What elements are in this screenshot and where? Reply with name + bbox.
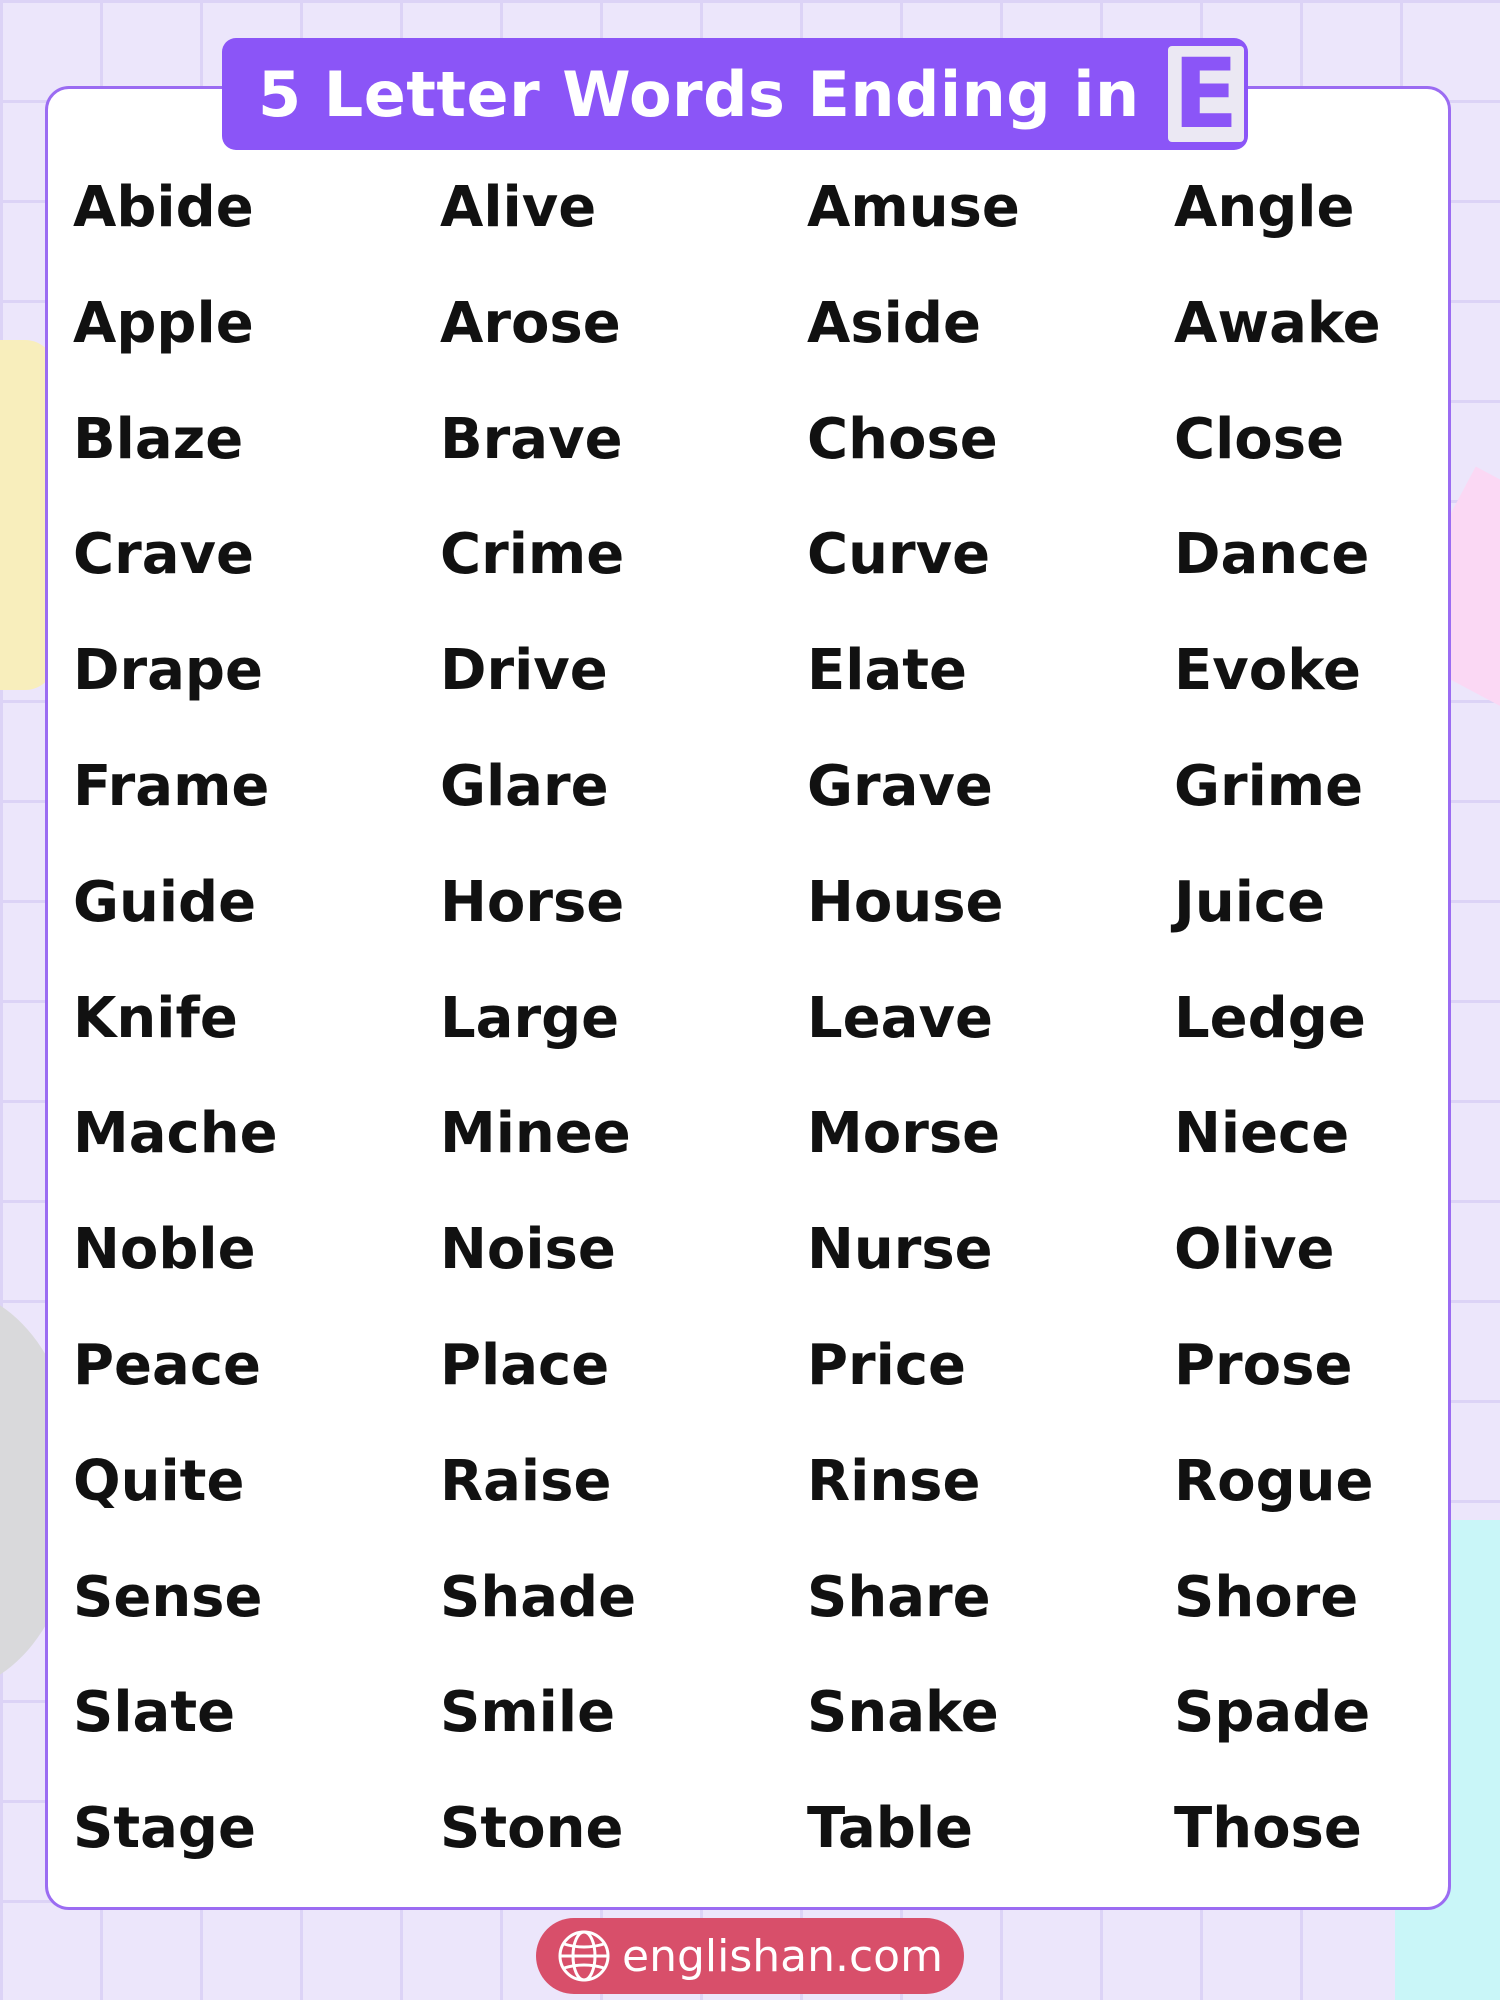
word-item: Large (440, 985, 620, 1051)
word-item: Crave (73, 522, 254, 588)
word-item: Stone (440, 1796, 624, 1862)
word-item: Morse (807, 1101, 1001, 1167)
word-item: Curve (807, 522, 991, 588)
word-item: Guide (73, 869, 257, 935)
word-item: Rogue (1174, 1448, 1374, 1514)
word-item: Glare (440, 753, 609, 819)
word-item: Olive (1174, 1217, 1335, 1283)
word-item: Prose (1174, 1332, 1353, 1398)
word-item: Rinse (807, 1448, 981, 1514)
title-banner (222, 38, 1248, 150)
word-item: Alive (440, 175, 597, 240)
word-item: Nurse (807, 1217, 993, 1283)
word-item: Dance (1174, 522, 1370, 588)
word-item: Shade (440, 1564, 637, 1630)
word-item: Angle (1174, 175, 1355, 240)
word-item: Horse (440, 869, 625, 935)
page-title: 5 Letter Words Ending in (258, 57, 1140, 131)
word-item: Arose (440, 290, 621, 356)
word-item: Amuse (807, 175, 1020, 240)
word-item: Knife (73, 985, 238, 1051)
word-item: Abide (73, 175, 254, 240)
word-item: Drape (73, 638, 263, 704)
word-item: Chose (807, 406, 998, 472)
globe-icon (556, 1928, 612, 1984)
word-item: Price (807, 1332, 967, 1398)
word-item: Elate (807, 638, 967, 704)
word-item: Apple (73, 290, 254, 356)
word-item: Raise (440, 1448, 612, 1514)
word-item: Aside (807, 290, 981, 356)
word-item: Grime (1174, 753, 1364, 819)
word-item: Crime (440, 522, 625, 588)
word-item: Quite (73, 1448, 245, 1514)
website-url: englishan.com (622, 1930, 943, 1982)
word-item: Peace (73, 1332, 261, 1398)
word-item: Share (807, 1564, 991, 1630)
word-item: Shore (1174, 1564, 1359, 1630)
word-item: Juice (1174, 869, 1326, 935)
word-item: Place (440, 1332, 610, 1398)
word-item: Grave (807, 753, 993, 819)
title-letter-badge: E (1168, 46, 1244, 142)
word-item: Stage (73, 1796, 256, 1862)
word-item: Those (1174, 1796, 1362, 1862)
word-item: Close (1174, 406, 1345, 472)
word-item: Blaze (73, 406, 244, 472)
word-item: Table (807, 1796, 974, 1862)
word-item: Niece (1174, 1101, 1350, 1167)
word-grid (73, 150, 1433, 1887)
word-item: Frame (73, 753, 270, 819)
word-item: House (807, 869, 1004, 935)
word-item: Sense (73, 1564, 263, 1630)
footer-website-pill[interactable] (536, 1918, 964, 1994)
word-item: Noise (440, 1217, 616, 1283)
word-item: Drive (440, 638, 608, 704)
word-item: Leave (807, 985, 993, 1051)
word-item: Awake (1174, 290, 1381, 356)
word-item: Smile (440, 1680, 616, 1746)
word-item: Mache (73, 1101, 278, 1167)
word-item: Noble (73, 1217, 256, 1283)
word-item: Snake (807, 1680, 999, 1746)
word-item: Ledge (1174, 985, 1366, 1051)
word-item: Slate (73, 1680, 236, 1746)
word-item: Evoke (1174, 638, 1361, 704)
word-item: Brave (440, 406, 623, 472)
word-item: Spade (1174, 1680, 1371, 1746)
word-item: Minee (440, 1101, 631, 1167)
